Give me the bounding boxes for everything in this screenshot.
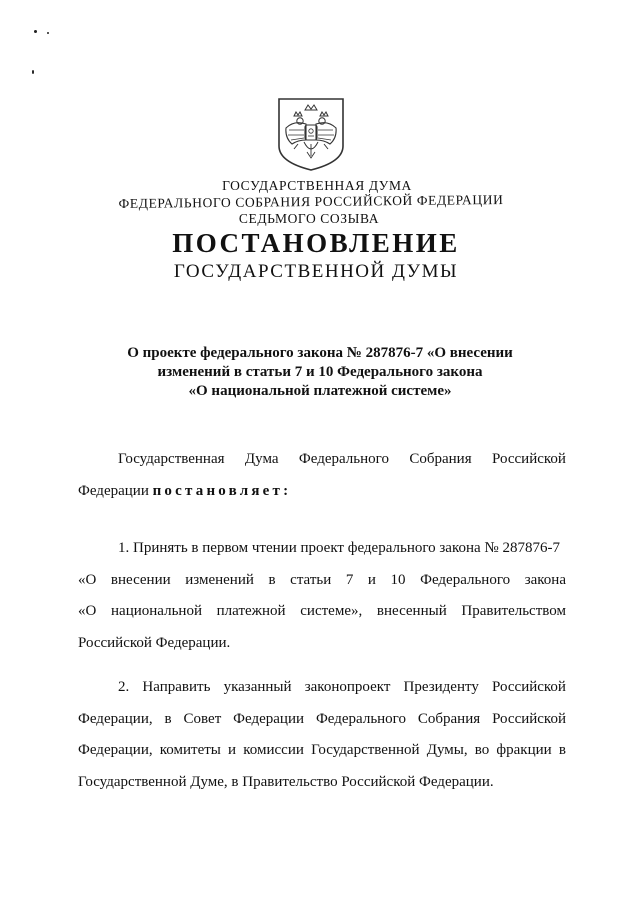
word: фракции <box>496 742 552 758</box>
item-2-paragraph <box>78 672 566 798</box>
word: Дума <box>244 451 279 467</box>
word: Совет <box>183 710 222 727</box>
word: «О <box>78 571 97 588</box>
word: платежной <box>216 603 286 619</box>
word: комитеты <box>159 742 221 758</box>
header-line-convocation: СЕДЬМОГО СОЗЫВА <box>238 211 380 226</box>
word: статьи <box>290 571 332 588</box>
scan-speck <box>34 30 37 33</box>
word: закона <box>524 571 566 588</box>
word: в <box>558 742 566 758</box>
word: Государственной <box>311 742 420 758</box>
word: Федерального <box>420 571 511 588</box>
subject-line: «О национальной платежной системе» <box>188 383 452 399</box>
header-line-duma: ГОСУДАРСТВЕННАЯ ДУМА <box>222 178 412 193</box>
item-2-line-4: Государственной Думе, в Правительство Российской Федерации. <box>78 773 494 790</box>
word: внесении <box>110 571 171 588</box>
preamble-line-2 <box>78 476 566 508</box>
word: национальной <box>111 603 202 619</box>
item-1-line-4: Российской Федерации. <box>78 634 231 651</box>
word: и <box>228 742 237 758</box>
word: Федерации, <box>78 710 153 727</box>
word: указанный <box>223 679 292 695</box>
word: Российской <box>492 451 566 467</box>
word: «О <box>78 603 97 619</box>
resolves-word: постановляет: <box>152 482 292 499</box>
subject-line: изменений в статьи 7 и 10 Федерального закона <box>157 364 483 380</box>
word: в <box>164 710 172 727</box>
word: Государственная <box>118 451 225 467</box>
word: Российской <box>492 710 566 727</box>
word: Правительством <box>461 603 566 619</box>
scan-speck <box>47 32 49 34</box>
word: Направить <box>142 679 211 695</box>
subject-line: О проекте федерального закона № 287876-7 «О внесении <box>127 345 513 361</box>
preamble-line-1 <box>78 444 566 476</box>
item-2-line-3 <box>78 735 566 767</box>
item-1-line-3 <box>78 596 566 628</box>
document-issuer: ГОСУДАРСТВЕННОЙ ДУМЫ <box>173 261 459 282</box>
word: и <box>367 571 376 588</box>
item-1-line-2 <box>78 565 566 597</box>
coat-of-arms-icon <box>276 96 346 172</box>
word: Федерации <box>78 482 149 499</box>
word: Думы, <box>426 742 468 758</box>
word: Собрания <box>409 451 472 467</box>
preamble-paragraph <box>78 444 566 507</box>
word: Федерального <box>315 710 406 727</box>
item-1-line-1: 1. Принять в первом чтении проект федерального закона № 287876-7 <box>118 540 560 556</box>
word: Федерации, <box>78 742 153 758</box>
word: системе», <box>300 603 363 619</box>
word: 10 <box>390 571 406 588</box>
item-1-paragraph <box>78 533 566 659</box>
word: во <box>474 742 490 758</box>
word: внесенный <box>376 603 447 619</box>
item-2-line-2 <box>78 704 566 736</box>
scan-speck <box>32 70 34 74</box>
header-line-federal-assembly: ФЕДЕРАЛЬНОГО СОБРАНИЯ РОССИЙСКОЙ ФЕДЕРАЦИИ <box>118 191 504 212</box>
word: Федерального <box>298 451 389 467</box>
word: 2. <box>118 679 130 695</box>
word: изменений <box>185 571 254 588</box>
item-2-line-1 <box>78 672 566 704</box>
document-type-title: ПОСТАНОВЛЕНИЕ <box>172 228 460 258</box>
word: Российской <box>492 679 566 695</box>
word: Федерации <box>233 710 305 727</box>
word: Президенту <box>403 679 479 695</box>
word: 7 <box>345 571 354 588</box>
word: законопроект <box>304 679 391 695</box>
resolution-subject <box>0 344 640 401</box>
word: Собрания <box>417 710 481 727</box>
word: комиссии <box>243 742 304 758</box>
word: в <box>268 571 276 588</box>
